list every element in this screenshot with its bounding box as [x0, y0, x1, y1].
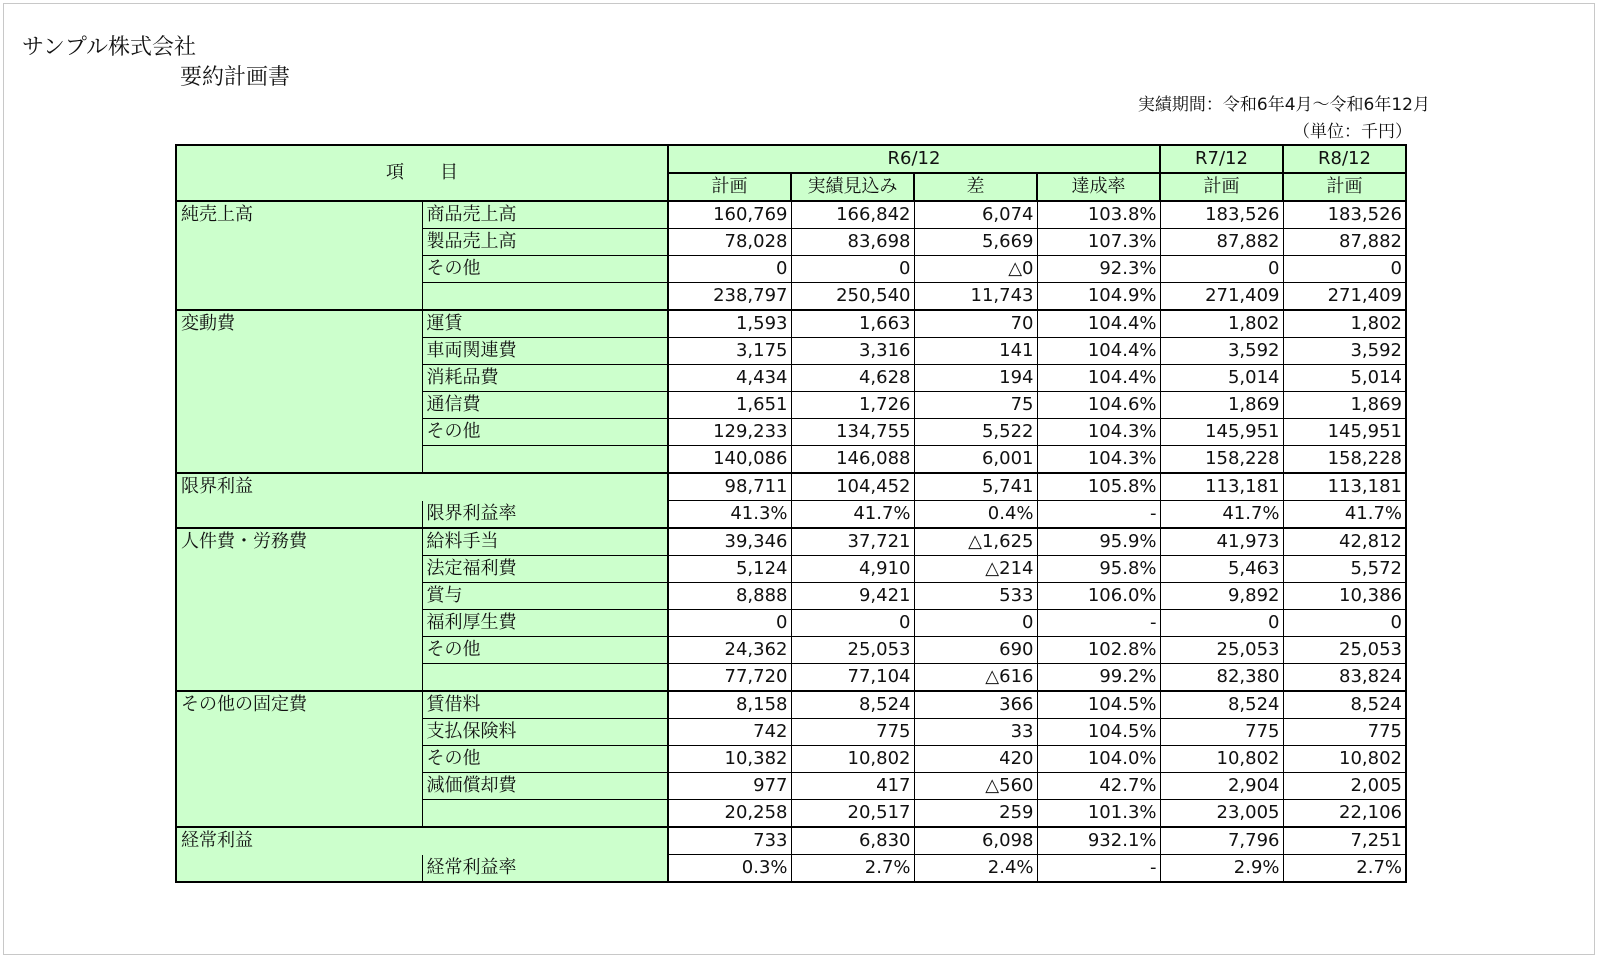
table-cell: 95.8%: [1037, 556, 1160, 583]
table-cell: 977: [668, 773, 791, 800]
table-row: [176, 827, 1406, 855]
table-cell: 775: [1160, 719, 1283, 746]
table-cell: 183,526: [1283, 201, 1406, 229]
table-cell: 1,663: [791, 310, 914, 338]
table-cell: 6,830: [791, 827, 914, 855]
table-cell: 140,086: [668, 446, 791, 474]
table-cell: 1,651: [668, 392, 791, 419]
table-cell: 82,380: [1160, 664, 1283, 692]
item-label: 給料手当: [422, 528, 668, 556]
header-r6: R6/12: [668, 145, 1160, 173]
table-cell: 0: [668, 610, 791, 637]
table-cell: 3,175: [668, 338, 791, 365]
table-cell: 10,802: [1160, 746, 1283, 773]
table-row: [176, 691, 1406, 719]
table-cell: 25,053: [1160, 637, 1283, 664]
header-item: 項 目: [176, 145, 668, 201]
item-label: 通信費: [422, 392, 668, 419]
table-row: [176, 528, 1406, 556]
table-cell: 366: [914, 691, 1037, 719]
table-cell: 95.9%: [1037, 528, 1160, 556]
table-cell: 420: [914, 746, 1037, 773]
table-cell: 103.8%: [1037, 201, 1160, 229]
table-row: [176, 201, 1406, 229]
header-r7: R7/12: [1160, 145, 1283, 173]
period-label: 実績期間：令和6年4月～令和6年12月: [1137, 95, 1430, 115]
table-cell: 141: [914, 338, 1037, 365]
table-cell: 6,098: [914, 827, 1037, 855]
table-cell: 271,409: [1160, 283, 1283, 311]
table-cell: 83,824: [1283, 664, 1406, 692]
table-cell: 9,892: [1160, 583, 1283, 610]
table-cell: 105.8%: [1037, 473, 1160, 501]
table-cell: 0.4%: [914, 501, 1037, 529]
table-cell: 104.5%: [1037, 691, 1160, 719]
table-cell: 98,711: [668, 473, 791, 501]
table-cell: 0: [791, 256, 914, 283]
table-row: [176, 501, 1406, 529]
header-r8-plan: 計画: [1283, 173, 1406, 201]
table-cell: 42,812: [1283, 528, 1406, 556]
item-label: 減価償却費: [422, 773, 668, 800]
table-cell: 0.3%: [668, 855, 791, 883]
table-cell: 194: [914, 365, 1037, 392]
table-cell: 9,421: [791, 583, 914, 610]
table-cell: 25,053: [791, 637, 914, 664]
table-cell: 92.3%: [1037, 256, 1160, 283]
table-cell: 8,524: [791, 691, 914, 719]
table-cell: 0: [1283, 610, 1406, 637]
item-label: 法定福利費: [422, 556, 668, 583]
table-cell: 5,522: [914, 419, 1037, 446]
table-cell: 5,014: [1160, 365, 1283, 392]
table-cell: 1,802: [1160, 310, 1283, 338]
table-cell: 104.3%: [1037, 419, 1160, 446]
table-body: [176, 201, 1406, 882]
table-cell: 104.0%: [1037, 746, 1160, 773]
category-label: 純売上高: [176, 201, 422, 310]
table-cell: 33: [914, 719, 1037, 746]
header-plan: 計画: [668, 173, 791, 201]
table-cell: 22,106: [1283, 800, 1406, 828]
table-cell: 4,434: [668, 365, 791, 392]
table-cell: 39,346: [668, 528, 791, 556]
table-cell: 101.3%: [1037, 800, 1160, 828]
table-cell: 158,228: [1283, 446, 1406, 474]
table-cell: 134,755: [791, 419, 914, 446]
table-cell: 10,802: [791, 746, 914, 773]
table-cell: 8,888: [668, 583, 791, 610]
table-cell: 690: [914, 637, 1037, 664]
item-label: 製品売上高: [422, 229, 668, 256]
table-cell: 104.5%: [1037, 719, 1160, 746]
table-cell: -: [1037, 610, 1160, 637]
table-cell: 932.1%: [1037, 827, 1160, 855]
table-cell: 742: [668, 719, 791, 746]
table-cell: 41.7%: [791, 501, 914, 529]
table-cell: 5,463: [1160, 556, 1283, 583]
item-label: その他: [422, 256, 668, 283]
item-label: 車両関連費: [422, 338, 668, 365]
table-cell: 104.4%: [1037, 338, 1160, 365]
category-label-blank: [176, 501, 422, 529]
table-cell: △0: [914, 256, 1037, 283]
table-cell: 83,698: [791, 229, 914, 256]
table-cell: 0: [1160, 256, 1283, 283]
table-cell: 6,001: [914, 446, 1037, 474]
table-cell: 2.4%: [914, 855, 1037, 883]
table-cell: 8,158: [668, 691, 791, 719]
table-cell: 75: [914, 392, 1037, 419]
table-cell: 158,228: [1160, 446, 1283, 474]
table-cell: △616: [914, 664, 1037, 692]
header-diff: 差: [914, 173, 1037, 201]
header-forecast: 実績見込み: [791, 173, 914, 201]
table-cell: 0: [668, 256, 791, 283]
table-cell: 37,721: [791, 528, 914, 556]
item-label-blank: [422, 800, 668, 828]
document-title: 要約計画書: [180, 65, 291, 90]
table-cell: 4,628: [791, 365, 914, 392]
table-cell: 417: [791, 773, 914, 800]
table-cell: 113,181: [1160, 473, 1283, 501]
table-row: [176, 473, 1406, 501]
header-r8: R8/12: [1283, 145, 1406, 173]
table-cell: 533: [914, 583, 1037, 610]
table-cell: 113,181: [1283, 473, 1406, 501]
table-cell: 7,251: [1283, 827, 1406, 855]
table-cell: 7,796: [1160, 827, 1283, 855]
table-cell: 2.9%: [1160, 855, 1283, 883]
item-label: 支払保険料: [422, 719, 668, 746]
header-r7-plan: 計画: [1160, 173, 1283, 201]
item-label: 福利厚生費: [422, 610, 668, 637]
table-cell: 1,869: [1160, 392, 1283, 419]
category-label-blank: [176, 855, 422, 883]
table-cell: 0: [914, 610, 1037, 637]
table-cell: -: [1037, 855, 1160, 883]
table-cell: 11,743: [914, 283, 1037, 311]
table-cell: 10,386: [1283, 583, 1406, 610]
table-cell: 106.0%: [1037, 583, 1160, 610]
item-label-blank: [422, 446, 668, 474]
table-cell: 104.3%: [1037, 446, 1160, 474]
table-cell: 5,124: [668, 556, 791, 583]
table-cell: 2,904: [1160, 773, 1283, 800]
table-cell: 775: [1283, 719, 1406, 746]
table-cell: 160,769: [668, 201, 791, 229]
table-cell: 1,802: [1283, 310, 1406, 338]
table-cell: 259: [914, 800, 1037, 828]
table-cell: 1,869: [1283, 392, 1406, 419]
table-cell: 166,842: [791, 201, 914, 229]
table-cell: 3,592: [1160, 338, 1283, 365]
item-label: 運賃: [422, 310, 668, 338]
table-cell: 104.4%: [1037, 310, 1160, 338]
table-cell: 5,741: [914, 473, 1037, 501]
table-cell: 78,028: [668, 229, 791, 256]
item-label: 賃借料: [422, 691, 668, 719]
table-cell: 24,362: [668, 637, 791, 664]
unit-label: （単位：千円）: [1293, 122, 1412, 142]
table-cell: 10,802: [1283, 746, 1406, 773]
item-label: その他: [422, 746, 668, 773]
item-label: その他: [422, 637, 668, 664]
table-cell: 41.7%: [1283, 501, 1406, 529]
table-cell: 4,910: [791, 556, 914, 583]
table-cell: 20,258: [668, 800, 791, 828]
table-cell: 70: [914, 310, 1037, 338]
table-cell: 145,951: [1283, 419, 1406, 446]
table-cell: 145,951: [1160, 419, 1283, 446]
table-cell: 6,074: [914, 201, 1037, 229]
table-cell: 5,669: [914, 229, 1037, 256]
table-cell: 41,973: [1160, 528, 1283, 556]
table-cell: 0: [1283, 256, 1406, 283]
table-cell: 0: [1160, 610, 1283, 637]
item-label-blank: [422, 664, 668, 692]
category-label: 限界利益: [176, 473, 668, 501]
item-label: 経常利益率: [422, 855, 668, 883]
plan-table: [175, 144, 1407, 883]
table-cell: △560: [914, 773, 1037, 800]
table-cell: △214: [914, 556, 1037, 583]
table-cell: 104.9%: [1037, 283, 1160, 311]
table-cell: 41.3%: [668, 501, 791, 529]
table-cell: 1,593: [668, 310, 791, 338]
table-cell: 129,233: [668, 419, 791, 446]
table-cell: 25,053: [1283, 637, 1406, 664]
table-cell: 238,797: [668, 283, 791, 311]
item-label: 商品売上高: [422, 201, 668, 229]
header-rate: 達成率: [1037, 173, 1160, 201]
table-cell: 250,540: [791, 283, 914, 311]
table-row: [176, 855, 1406, 883]
table-cell: 77,720: [668, 664, 791, 692]
table-cell: 10,382: [668, 746, 791, 773]
item-label-blank: [422, 283, 668, 311]
table-cell: 146,088: [791, 446, 914, 474]
table-row: [176, 310, 1406, 338]
table-cell: 5,572: [1283, 556, 1406, 583]
table-cell: 3,316: [791, 338, 914, 365]
item-label: 賞与: [422, 583, 668, 610]
table-cell: 99.2%: [1037, 664, 1160, 692]
table-cell: 0: [791, 610, 914, 637]
table-cell: 775: [791, 719, 914, 746]
table-cell: 102.8%: [1037, 637, 1160, 664]
table-cell: 42.7%: [1037, 773, 1160, 800]
category-label: 変動費: [176, 310, 422, 473]
category-label: 経常利益: [176, 827, 668, 855]
table-cell: 77,104: [791, 664, 914, 692]
table-cell: 104.6%: [1037, 392, 1160, 419]
company-name: サンプル株式会社: [22, 35, 197, 60]
table-cell: 104,452: [791, 473, 914, 501]
item-label: 消耗品費: [422, 365, 668, 392]
table-cell: 23,005: [1160, 800, 1283, 828]
table-cell: 87,882: [1283, 229, 1406, 256]
table-cell: 87,882: [1160, 229, 1283, 256]
table-cell: 8,524: [1283, 691, 1406, 719]
table-cell: 3,592: [1283, 338, 1406, 365]
table-cell: 8,524: [1160, 691, 1283, 719]
table-cell: 2.7%: [1283, 855, 1406, 883]
table-cell: 107.3%: [1037, 229, 1160, 256]
table-cell: 271,409: [1283, 283, 1406, 311]
table-cell: 1,726: [791, 392, 914, 419]
table-cell: 733: [668, 827, 791, 855]
table-cell: △1,625: [914, 528, 1037, 556]
table-cell: 183,526: [1160, 201, 1283, 229]
table-cell: 20,517: [791, 800, 914, 828]
category-label: その他の固定費: [176, 691, 422, 827]
table-cell: 2.7%: [791, 855, 914, 883]
table-cell: -: [1037, 501, 1160, 529]
table-cell: 2,005: [1283, 773, 1406, 800]
item-label: その他: [422, 419, 668, 446]
table-cell: 41.7%: [1160, 501, 1283, 529]
category-label: 人件費・労務費: [176, 528, 422, 691]
table-cell: 5,014: [1283, 365, 1406, 392]
table-cell: 104.4%: [1037, 365, 1160, 392]
item-label: 限界利益率: [422, 501, 668, 529]
